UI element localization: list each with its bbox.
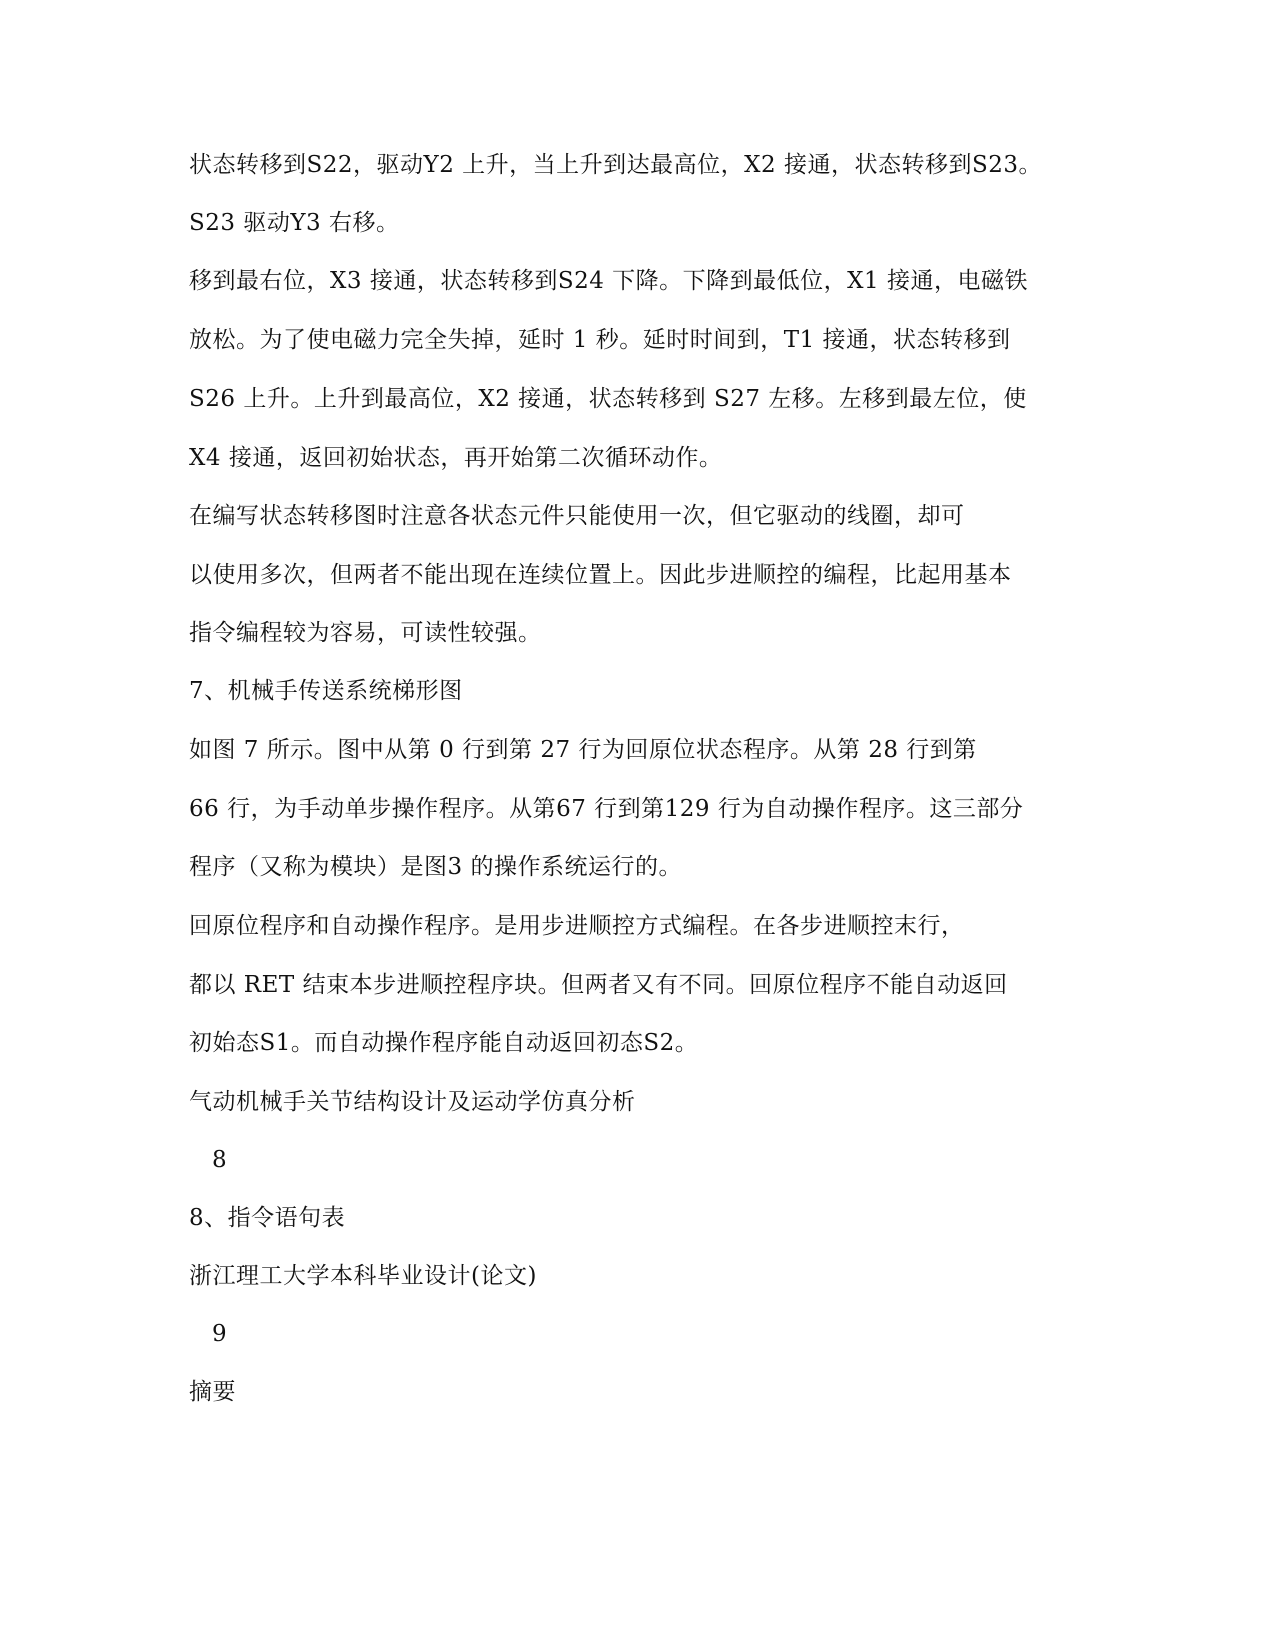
text-line: 移到最右位，X3 接通，状态转移到S24 下降。下降到最低位，X1 接通，电磁铁	[189, 268, 1028, 294]
text-line: S26 上升。上升到最高位，X2 接通，状态转移到 S27 左移。左移到最左位，使	[189, 386, 1027, 412]
text-line: 状态转移到S22，驱动Y2 上升，当上升到达最高位，X2 接通，状态转移到S23。	[189, 152, 1042, 178]
section-heading: 8、指令语句表	[189, 1205, 346, 1231]
section-heading: 摘要	[189, 1379, 236, 1405]
text-line: 程序（又称为模块）是图3 的操作系统运行的。	[189, 854, 682, 880]
running-header: 气动机械手关节结构设计及运动学仿真分析	[189, 1089, 636, 1115]
text-line: 回原位程序和自动操作程序。是用步进顺控方式编程。在各步进顺控末行，	[189, 913, 965, 939]
page-number: 9	[212, 1321, 228, 1347]
text-line: 指令编程较为容易，可读性较强。	[189, 620, 542, 646]
text-line: 都以 RET 结束本步进顺控程序块。但两者又有不同。回原位程序不能自动返回	[189, 972, 1008, 998]
text-line: X4 接通，返回初始状态，再开始第二次循环动作。	[189, 445, 723, 471]
text-line: 放松。为了使电磁力完全失掉，延时 1 秒。延时时间到，T1 接通，状态转移到	[189, 327, 1011, 353]
text-line: 在编写状态转移图时注意各状态元件只能使用一次，但它驱动的线圈，却可	[189, 503, 965, 529]
text-line: 以使用多次，但两者不能出现在连续位置上。因此步进顺控的编程，比起用基本	[189, 562, 1012, 588]
page-number: 8	[212, 1147, 228, 1173]
text-line: 66 行，为手动单步操作程序。从第67 行到第129 行为自动操作程序。这三部分	[189, 796, 1024, 822]
text-line: S23 驱动Y3 右移。	[189, 210, 400, 236]
section-heading: 7、机械手传送系统梯形图	[189, 678, 463, 704]
text-line: 初始态S1。而自动操作程序能自动返回初态S2。	[189, 1030, 699, 1056]
text-line: 如图 7 所示。图中从第 0 行到第 27 行为回原位状态程序。从第 28 行到第	[189, 737, 977, 763]
running-header: 浙江理工大学本科毕业设计(论文)	[189, 1263, 537, 1289]
